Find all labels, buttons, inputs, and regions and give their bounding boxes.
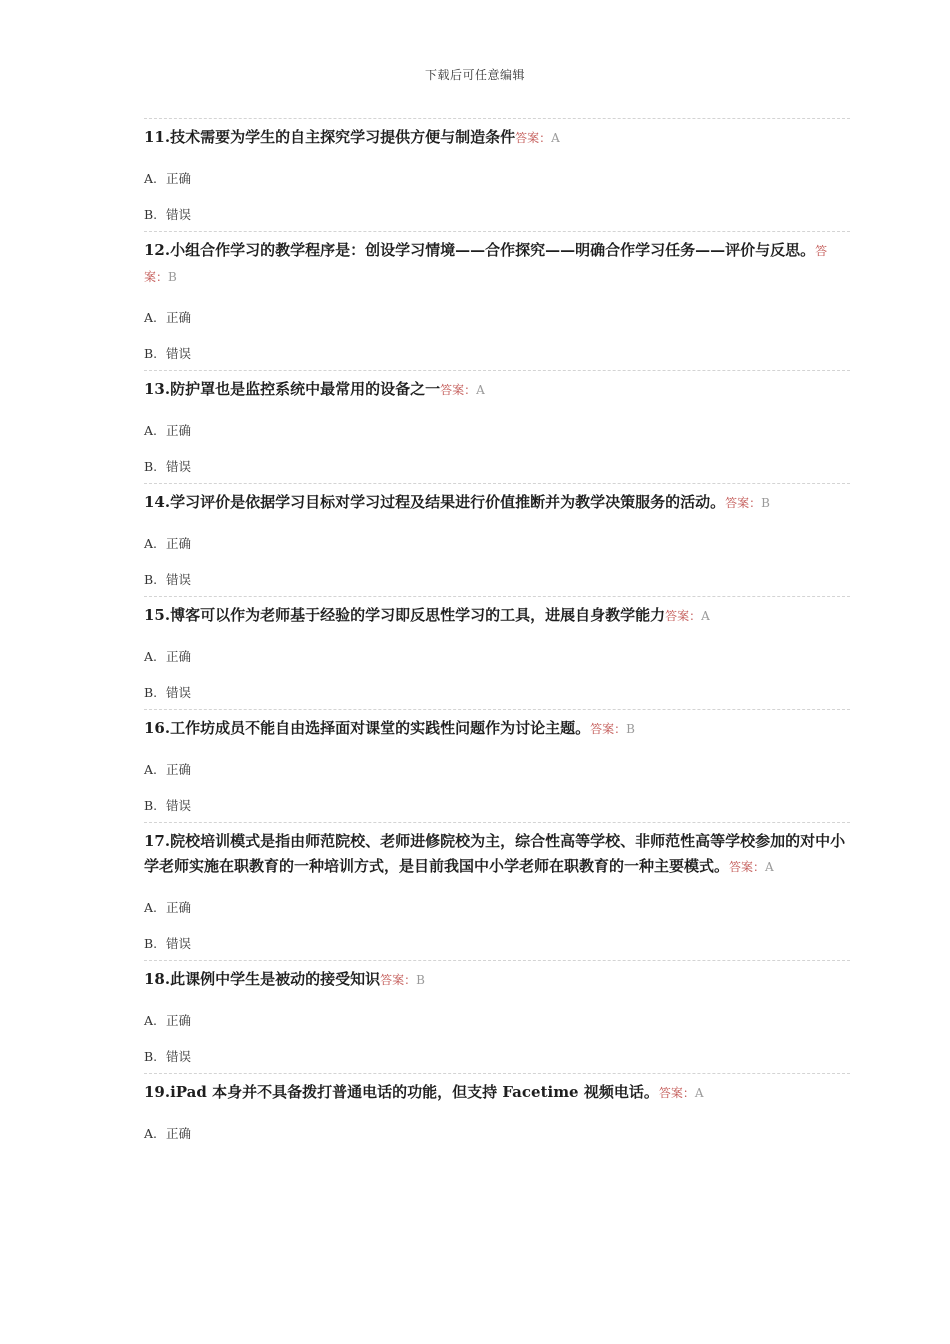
question-body: 工作坊成员不能自由选择面对课堂的实践性问题作为讨论主题。	[170, 719, 591, 737]
option-letter: A.	[144, 1126, 158, 1141]
answer-option[interactable]	[144, 344, 850, 364]
option-letter: A.	[144, 1013, 158, 1028]
question-divider	[144, 822, 850, 823]
answer-option[interactable]	[144, 169, 850, 189]
option-letter: B.	[144, 572, 158, 587]
option-letter: B.	[144, 685, 158, 700]
question-text	[144, 603, 850, 629]
question-body: 技术需要为学生的自主探究学习提供方便与制造条件	[170, 128, 516, 146]
answer-label: 答案：	[729, 860, 766, 874]
question-text	[144, 1080, 850, 1106]
option-letter: A.	[144, 900, 158, 915]
answer-label: 答案：	[440, 383, 477, 397]
answer-option[interactable]	[144, 534, 850, 554]
answer-value: B	[168, 270, 177, 284]
question-item	[144, 1073, 850, 1144]
answer-option[interactable]	[144, 308, 850, 328]
answer-label: 答案：	[515, 131, 552, 145]
option-label: 正确	[166, 171, 192, 186]
question-item	[144, 822, 850, 954]
question-body: iPad 本身并不具备拨打普通电话的功能，但支持 Facetime 视频电话。	[170, 1083, 659, 1101]
question-text	[144, 377, 850, 403]
question-number: 15.	[144, 606, 171, 624]
question-item	[144, 370, 850, 477]
page-header: 下载后可任意编辑	[424, 68, 525, 82]
question-text	[144, 967, 850, 993]
answer-value: B	[626, 722, 635, 736]
answer-option[interactable]	[144, 898, 850, 918]
question-text	[144, 490, 850, 516]
option-label: 正确	[166, 423, 192, 438]
answer-option[interactable]	[144, 1124, 850, 1144]
answer-option[interactable]	[144, 421, 850, 441]
question-number: 11.	[144, 128, 171, 146]
question-body: 博客可以作为老师基于经验的学习即反思性学习的工具，进展自身教学能力	[170, 606, 666, 624]
option-label: 正确	[166, 649, 192, 664]
question-text	[144, 716, 850, 742]
question-divider	[144, 709, 850, 710]
question-body: 此课例中学生是被动的接受知识	[170, 970, 381, 988]
option-label: 正确	[166, 900, 192, 915]
question-divider	[144, 231, 850, 232]
question-divider	[144, 118, 850, 119]
answer-label: 答案：	[590, 722, 627, 736]
option-label: 错误	[166, 798, 192, 813]
question-body: 院校培训模式是指由师范院校、老师进修院校为主，综合性高等学校、非师范性高等学校参加的对中小学老师实施在职教育的一种培训方式，是目前我国中小学老师在职教育的一种主要模式。	[144, 832, 846, 875]
answer-label: 答案：	[144, 244, 828, 284]
question-divider	[144, 1073, 850, 1074]
option-label: 错误	[166, 207, 192, 222]
option-letter: A.	[144, 310, 158, 325]
question-item	[144, 960, 850, 1067]
question-item	[144, 709, 850, 816]
answer-option[interactable]	[144, 683, 850, 703]
answer-option[interactable]	[144, 570, 850, 590]
question-divider	[144, 370, 850, 371]
option-label: 错误	[166, 1049, 192, 1064]
option-letter: B.	[144, 346, 158, 361]
question-text	[144, 829, 850, 880]
question-number: 16.	[144, 719, 171, 737]
answer-option[interactable]	[144, 647, 850, 667]
question-item	[144, 118, 850, 225]
question-number: 17.	[144, 832, 171, 850]
question-divider	[144, 483, 850, 484]
option-label: 正确	[166, 536, 192, 551]
answer-label: 答案：	[658, 1086, 695, 1100]
option-label: 错误	[166, 572, 192, 587]
question-body: 小组合作学习的教学程序是：创设学习情境——合作探究——明确合作学习任务——评价与反思。	[170, 241, 816, 259]
answer-label: 答案：	[725, 496, 762, 510]
option-letter: B.	[144, 798, 158, 813]
answer-option[interactable]	[144, 934, 850, 954]
option-letter: A.	[144, 649, 158, 664]
answer-value: A	[476, 383, 485, 397]
option-label: 正确	[166, 1126, 192, 1141]
option-label: 错误	[166, 685, 192, 700]
answer-value: A	[765, 860, 774, 874]
question-list	[144, 118, 850, 1144]
answer-value: A	[701, 609, 710, 623]
option-label: 正确	[166, 762, 192, 777]
question-number: 13.	[144, 380, 171, 398]
question-number: 18.	[144, 970, 171, 988]
question-body: 防护罩也是监控系统中最常用的设备之一	[170, 380, 441, 398]
question-divider	[144, 960, 850, 961]
option-letter: B.	[144, 459, 158, 474]
answer-value: B	[761, 496, 770, 510]
question-body: 学习评价是依据学习目标对学习过程及结果进行价值推断并为教学决策服务的活动。	[170, 493, 726, 511]
answer-label: 答案：	[665, 609, 702, 623]
answer-option[interactable]	[144, 205, 850, 225]
answer-value: A	[694, 1086, 704, 1100]
option-letter: B.	[144, 936, 158, 951]
option-label: 错误	[166, 936, 192, 951]
question-number: 12.	[144, 241, 171, 259]
answer-value: A	[551, 131, 560, 145]
answer-option[interactable]	[144, 457, 850, 477]
answer-label: 答案：	[380, 973, 417, 987]
answer-option[interactable]	[144, 1047, 850, 1067]
question-number: 19.	[144, 1083, 171, 1101]
option-label: 错误	[166, 346, 192, 361]
question-item	[144, 483, 850, 590]
option-letter: A.	[144, 171, 158, 186]
option-label: 错误	[166, 459, 192, 474]
question-item	[144, 231, 850, 364]
option-letter: B.	[144, 1049, 158, 1064]
question-divider	[144, 596, 850, 597]
question-text	[144, 125, 850, 151]
option-label: 正确	[166, 1013, 192, 1028]
option-letter: A.	[144, 762, 158, 777]
option-letter: A.	[144, 536, 158, 551]
answer-option[interactable]	[144, 760, 850, 780]
answer-option[interactable]	[144, 1011, 850, 1031]
answer-value: B	[416, 973, 425, 987]
option-letter: A.	[144, 423, 158, 438]
question-text	[144, 238, 850, 290]
option-letter: B.	[144, 207, 158, 222]
option-label: 正确	[166, 310, 192, 325]
answer-option[interactable]	[144, 796, 850, 816]
question-item	[144, 596, 850, 703]
question-number: 14.	[144, 493, 171, 511]
